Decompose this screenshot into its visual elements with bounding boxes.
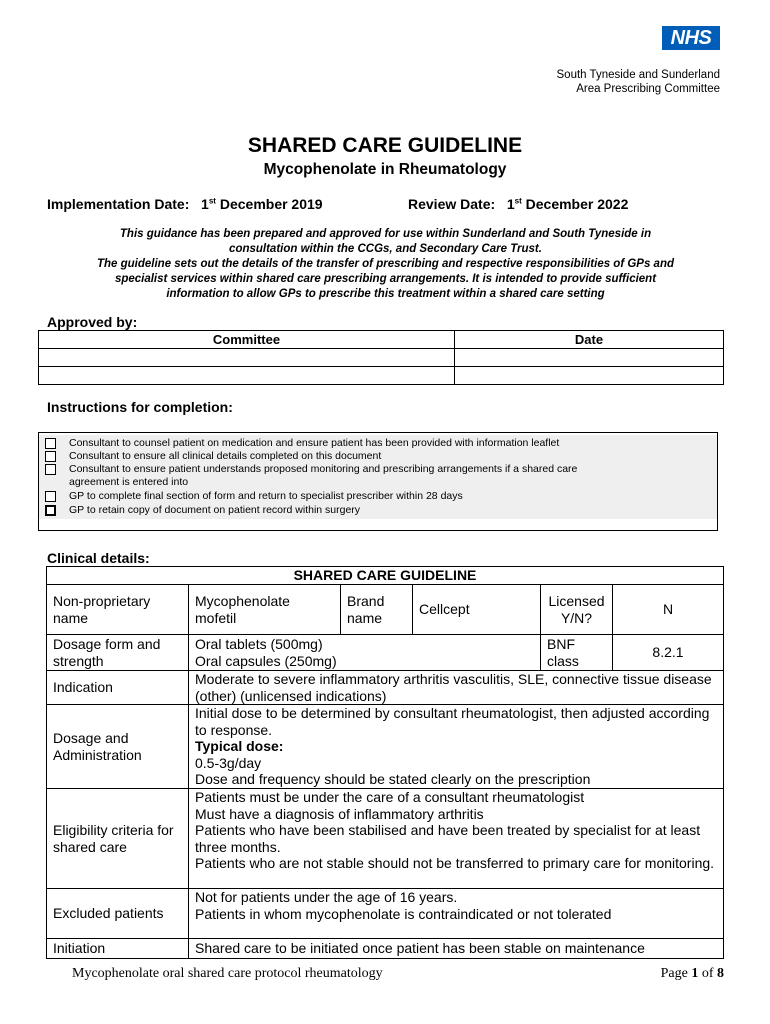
page-of-label: of — [701, 966, 714, 981]
clinical-table — [46, 566, 724, 959]
implementation-date-label: Implementation Date: — [47, 196, 190, 212]
date-cell[interactable] — [455, 367, 724, 385]
intro-line: This guidance has been prepared and approved for use within Sunderland and South Tyneside in — [119, 228, 652, 240]
footer-page-number — [661, 966, 724, 982]
implementation-date-day: 1 — [201, 196, 209, 212]
instruction-text: Consultant to ensure all clinical details completed on this document — [69, 450, 382, 462]
initiation-label: Initiation — [47, 939, 189, 959]
implementation-date-suffix: st — [208, 196, 216, 206]
approved-by-heading: Approved by: — [47, 314, 138, 330]
instruction-text: agreement is entered into — [69, 476, 189, 488]
implementation-date-value: December 2019 — [219, 196, 323, 212]
review-date — [408, 196, 628, 212]
page-label: Page — [660, 966, 688, 981]
initiation-row — [47, 939, 724, 959]
dosage-admin-line: Initial dose to be determined by consultant rheumatologist, then adjusted according to response. — [195, 705, 710, 738]
licensed-value: N — [613, 585, 724, 635]
brand-name-label: Brand name — [341, 585, 413, 635]
implementation-date — [47, 196, 323, 212]
name-row — [47, 585, 724, 635]
intro-line: The guideline sets out the details of the transfer of prescribing and respective responsibilities of GPs and — [96, 258, 675, 270]
excluded-line: Not for patients under the age of 16 years. — [195, 889, 458, 905]
checkbox[interactable] — [45, 464, 56, 475]
dosage-admin-label: Dosage and Administration — [47, 705, 189, 789]
intro-line: specialist services within shared care prescribing arrangements. It is intended to provide sufficient — [114, 273, 657, 285]
page-title: SHARED CARE GUIDELINE — [247, 134, 523, 157]
page-total: 8 — [717, 966, 724, 981]
dosage-form-line: Oral capsules (250mg) — [195, 652, 337, 669]
review-date-value: December 2022 — [525, 196, 629, 212]
org-line-1: South Tyneside and Sunderland — [556, 69, 720, 81]
excluded-line: Patients in whom mycophenolate is contraindicated or not tolerated — [195, 905, 612, 922]
review-date-suffix: st — [514, 196, 522, 206]
checkbox[interactable] — [45, 491, 56, 502]
review-date-label: Review Date: — [408, 196, 496, 212]
excluded-value — [189, 889, 724, 939]
eligibility-line: Patients must be under the care of a consultant rheumatologist — [195, 789, 585, 805]
instruction-text: Consultant to counsel patient on medication and ensure patient has been provided with information leaflet — [69, 437, 560, 449]
footer-document-title: Mycophenolate oral shared care protocol rheumatology — [72, 966, 383, 981]
eligibility-value — [189, 789, 724, 889]
intro-line: information to allow GPs to prescribe this treatment within a shared care setting — [166, 288, 605, 300]
instructions-panel — [38, 432, 718, 531]
dosage-form-line: Oral tablets (500mg) — [195, 636, 323, 652]
bnf-class-value: 8.2.1 — [613, 635, 724, 671]
eligibility-label: Eligibility criteria for shared care — [47, 789, 189, 889]
indication-value: Moderate to severe inflammatory arthritis vasculitis, SLE, connective tissue disease (other) (unlicensed indications) — [189, 671, 724, 705]
dosage-form-row — [47, 635, 724, 671]
initiation-value: Shared care to be initiated once patient has been stable on maintenance — [189, 939, 724, 959]
review-date-day: 1 — [506, 196, 515, 212]
date-column-header: Date — [455, 331, 724, 349]
intro-text — [48, 227, 723, 302]
clinical-table-title: SHARED CARE GUIDELINE — [47, 567, 724, 585]
approval-header-row — [39, 331, 724, 349]
nonproprietary-name-value: Mycophenolate mofetil — [189, 585, 341, 635]
licensed-label: Licensed Y/N? — [541, 585, 613, 635]
eligibility-line: Patients who have been stabilised and have been treated by specialist for at least three months. — [195, 822, 701, 855]
dosage-form-value — [189, 635, 541, 671]
brand-name-value: Cellcept — [413, 585, 541, 635]
checkbox[interactable] — [45, 505, 56, 516]
eligibility-line: Must have a diagnosis of inflammatory arthritis — [195, 805, 484, 822]
nhs-logo: NHS — [662, 26, 720, 50]
dosage-admin-line: Dose and frequency should be stated clearly on the prescription — [195, 771, 591, 787]
org-line-2: Area Prescribing Committee — [576, 83, 720, 95]
intro-line: consultation within the CCGs, and Secondary Care Trust. — [229, 243, 542, 255]
dosage-admin-value — [189, 705, 724, 789]
clinical-details-heading: Clinical details: — [47, 550, 150, 566]
excluded-row — [47, 889, 724, 939]
bnf-class-label: BNF class — [541, 635, 613, 671]
approval-row — [39, 367, 724, 385]
approval-table — [38, 330, 724, 385]
dosage-admin-row — [47, 705, 724, 789]
typical-dose-label: Typical dose: — [195, 738, 284, 754]
excluded-label: Excluded patients — [47, 889, 189, 939]
clinical-title-row — [47, 567, 724, 585]
indication-label: Indication — [47, 671, 189, 705]
eligibility-line: Patients who are not stable should not be transferred to primary care for monitoring. — [195, 855, 715, 871]
instructions-heading: Instructions for completion: — [47, 399, 233, 415]
instruction-text: GP to retain copy of document on patient record within surgery — [69, 504, 361, 516]
checkbox[interactable] — [45, 438, 56, 449]
checkbox[interactable] — [45, 451, 56, 462]
org-name — [557, 68, 720, 96]
committee-cell[interactable] — [39, 349, 455, 367]
eligibility-row — [47, 789, 724, 889]
dosage-form-label: Dosage form and strength — [47, 635, 189, 671]
committee-cell[interactable] — [39, 367, 455, 385]
date-cell[interactable] — [455, 349, 724, 367]
typical-dose-value: 0.5-3g/day — [195, 754, 262, 771]
page-subtitle: Mycophenolate in Rheumatology — [263, 161, 507, 178]
indication-row — [47, 671, 724, 705]
page-current: 1 — [691, 966, 699, 981]
committee-column-header: Committee — [39, 331, 455, 349]
instruction-text: GP to complete final section of form and return to specialist prescriber within 28 days — [69, 490, 463, 502]
approval-row — [39, 349, 724, 367]
nonproprietary-name-label: Non-proprietary name — [47, 585, 189, 635]
instruction-text: Consultant to ensure patient understands proposed monitoring and prescribing arrangements if a shared care — [69, 463, 578, 475]
